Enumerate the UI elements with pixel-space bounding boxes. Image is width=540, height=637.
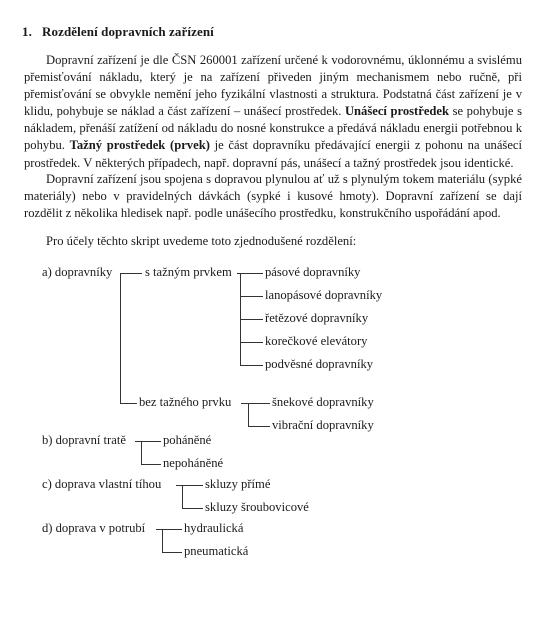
tree-item-a2-1: vibrační dopravníky xyxy=(272,418,374,432)
connector xyxy=(240,319,263,320)
connector xyxy=(248,426,270,427)
tree-item-b-0: poháněné xyxy=(163,433,212,447)
section-number: 1. xyxy=(22,24,32,39)
tree-item-d-0: hydraulická xyxy=(184,521,244,535)
tree-label-a1: s tažným prvkem xyxy=(145,265,232,279)
section-heading xyxy=(22,24,214,40)
tree-item-c-0: skluzy přímé xyxy=(205,477,271,491)
connector xyxy=(182,485,183,508)
connector xyxy=(182,508,203,509)
tree-label-c: c) doprava vlastní tíhou xyxy=(42,477,162,491)
tree-item-a1-2: řetězové dopravníky xyxy=(265,311,369,325)
tree-item-a1-3: korečkové elevátory xyxy=(265,334,368,348)
connector xyxy=(241,403,270,404)
connector xyxy=(240,296,263,297)
connector xyxy=(141,464,161,465)
connector xyxy=(120,403,137,404)
connector xyxy=(162,552,182,553)
term-unasec: Unášecí prostředek xyxy=(344,104,450,119)
tree-item-a1-1: lanopásové dopravníky xyxy=(265,288,383,302)
connector xyxy=(120,273,121,404)
paragraph-definition xyxy=(24,52,522,172)
paragraph-continuous: Dopravní zařízení jsou spojena s dopravou plynulou ať už s plynulým tokem materiálu (sypké materiály) nebo v pravidelných dávkách (sypké i kusové hmoty). Dopravní zařízení se dají rozdělit z několika hledisek např. podle unášecího prostředku, konstrukčního uspořádání apod. xyxy=(24,172,522,221)
paragraph1-text-1: Dopravní zařízení je dle ČSN 260001 zařízení určené k vodorovnému, úklonnému a svislému přemisťování nákladu, který je na zařízení přiveden jiným mechanismem nebo ručně, při přemisťování se obvykle nemění jeho fyzikální vlastnosti a struktura. Podstatná část zařízení je v klidu, pohybuje se náklad a část zařízení – unášecí prostředek. xyxy=(24,53,522,119)
tree-item-d-1: pneumatická xyxy=(184,544,249,558)
tree-label-a2: bez tažného prvku xyxy=(139,395,232,409)
paragraph1-text-3: je část dopravníku předávající energii z pohonu na unášecí prostředek. V některých případech, např. dopravní pás, unášecí a tažný prostředek jsou identické. xyxy=(24,138,523,170)
connector xyxy=(240,365,263,366)
paragraph-intro: Pro účely těchto skript uvedeme toto zjednodušené rozdělení: xyxy=(46,234,357,248)
section-title: Rozdělení dopravních zařízení xyxy=(42,24,214,39)
connector xyxy=(120,273,142,274)
connector xyxy=(141,441,142,464)
connector xyxy=(135,441,161,442)
connector xyxy=(156,529,182,530)
tree-label-d: d) doprava v potrubí xyxy=(42,521,146,535)
term-tazny: Tažný prostředek (prvek) xyxy=(69,138,210,153)
tree-item-a2-0: šnekové dopravníky xyxy=(272,395,374,409)
connector xyxy=(240,342,263,343)
tree-item-a1-0: pásové dopravníky xyxy=(265,265,361,279)
connector xyxy=(162,529,163,552)
tree-item-b-1: nepoháněné xyxy=(163,456,224,470)
tree-item-a1-4: podvěsné dopravníky xyxy=(265,357,374,371)
tree-label-a: a) dopravníky xyxy=(42,265,113,279)
tree-item-c-1: skluzy šroubovicové xyxy=(205,500,309,514)
connector xyxy=(248,403,249,426)
paragraph1-text-2: se pohybuje s nákladem, přenáší zatížení od nákladu do nosné konstrukce a předává nákladu energii potřebnou k pohybu. xyxy=(24,104,522,153)
tree-label-b: b) dopravní tratě xyxy=(42,433,126,447)
connector xyxy=(176,485,203,486)
